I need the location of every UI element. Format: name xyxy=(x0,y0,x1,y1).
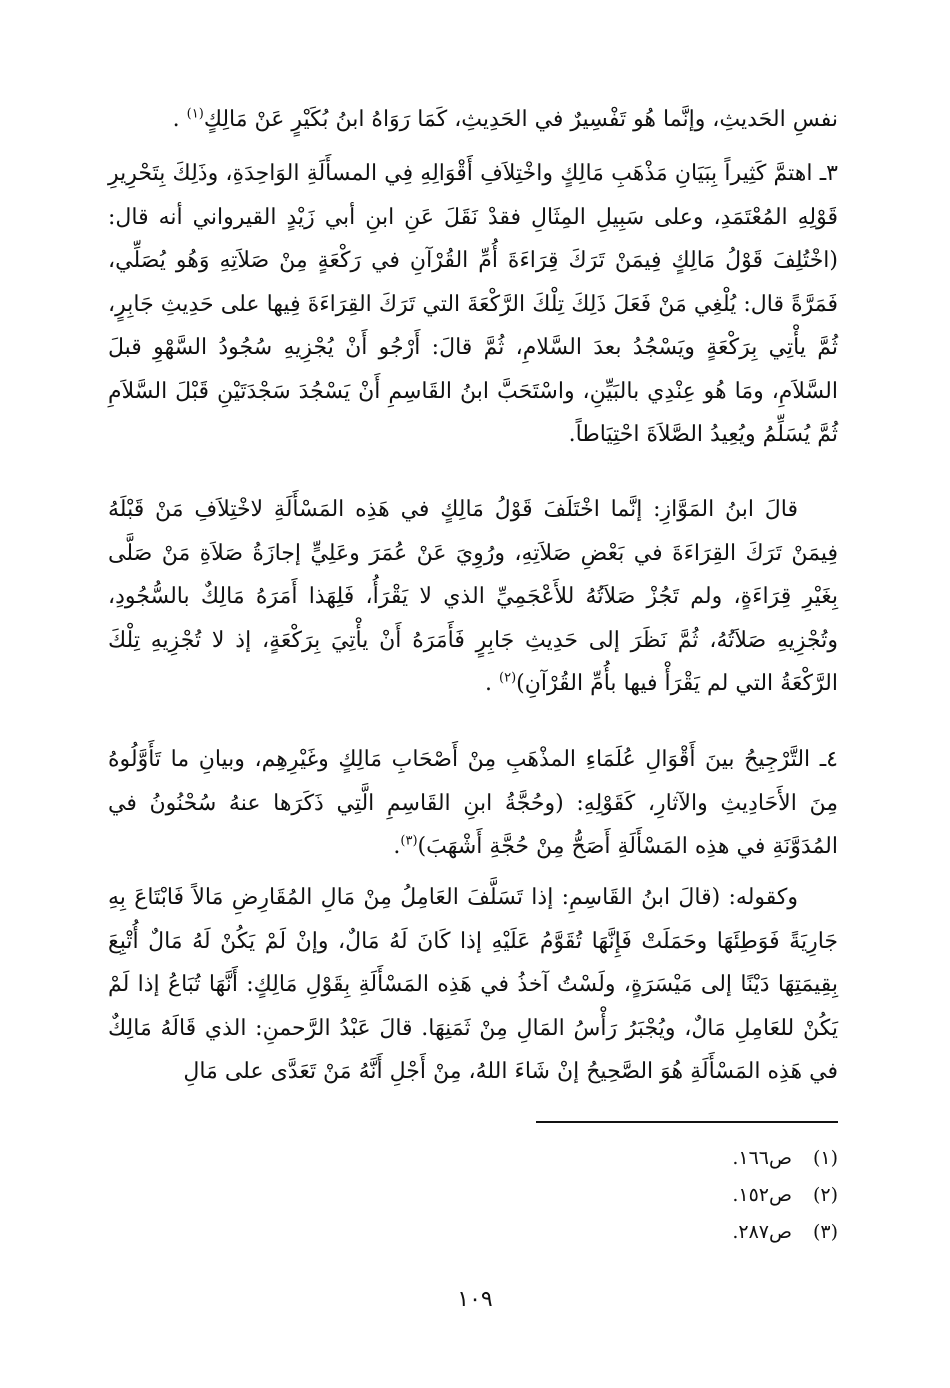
footnote-ref-2[interactable]: (٢) xyxy=(499,670,517,686)
footnote-item-3 xyxy=(438,1214,838,1251)
paragraph-3-tail: . xyxy=(485,671,500,696)
footnote-item-1 xyxy=(438,1140,838,1177)
paragraph-4 xyxy=(108,738,838,869)
paragraph-4-tail: . xyxy=(393,834,401,859)
paragraph-4-text: ٤ـ التَّرْجِيحُ بينَ أَقْوَالِ عُلَمَاءِ المذْهَبِ مِنْ أَصْحَابِ مَالِكٍ وغَيْرِهِم، وبيانِ ما تَأَوَّلُوهُ مِنَ الأَحَادِيثِ والآثارِ، كَقَوْلِهِ: (وحُجَّةُ ابنِ القَاسِمِ الَّتِي ذَكَرَها عنهُ سُحْنُونُ في المُدَوَّنَةِ في هذِه المَسْأَلَةِ أَصَحُّ مِنْ حُجَّةِ أَشْهَبَ) xyxy=(108,747,838,859)
footnote-number: (٣) xyxy=(812,1221,838,1243)
footnote-text: ص١٦٦. xyxy=(732,1147,792,1169)
paragraph-5 xyxy=(108,876,838,1094)
footnote-item-2 xyxy=(438,1177,838,1214)
paragraph-1 xyxy=(108,98,838,142)
footnotes-list xyxy=(438,1140,838,1251)
footnote-number: (١) xyxy=(812,1147,838,1169)
paragraph-1-tail: . xyxy=(172,107,187,132)
paragraph-1-text: نفسِ الحَديثِ، وإنَّما هُو تَفْسِيرٌ في الحَدِيثِ، كَمَا رَوَاهُ ابنُ بُكَيْرٍ عَنْ مَالِكٍ xyxy=(203,107,838,132)
footnote-ref-1[interactable]: (١) xyxy=(186,106,204,122)
footnote-divider xyxy=(536,1121,838,1123)
page-number: ١٠٩ xyxy=(457,1287,493,1312)
paragraph-5-text: وكقوله: (قالَ ابنُ القَاسِمِ: إذا تَسَلَّفَ العَامِلُ مِنْ مَالِ المُقَارِضِ مَالاً فَابْتَاعَ بِهِ جَارِيَةً فَوَطِئَهَا وحَمَلَتْ فَإِنَّهَا تُقَوَّمُ عَلَيْهِ إذا كَانَ لَهُ مَالٌ، وإنْ لَمْ يَكُنْ لَهُ مَالٌ أُتْبِعَ بِقِيمَتِهَا دَيْنًا إلى مَيْسَرَةٍ، ولَسْتُ آخذُ في هَذِه المَسْأَلَةِ بِقَوْلِ مَالِكٍ: أَنَّهَا تُبَاعُ إذا لَمْ يَكُنْ للعَامِلِ مَالٌ، ويُجْبَرُ رَأْسُ المَالِ مِنْ ثَمَنِهَا. قالَ عَبْدُ الرَّحمنِ: الذي قَالَهُ مَالِكٌ في هَذِه المَسْأَلَةِ هُوَ الصَّحِيحُ إنْ شَاءَ اللهُ، مِنْ أَجْلِ أَنَّهُ مَنْ تَعَدَّى على مَالِ xyxy=(108,885,838,1084)
paragraph-3-text: قالَ ابنُ المَوَّازِ: إنَّما اخْتَلَفَ قَوْلُ مَالِكٍ في هَذِه المَسْأَلَةِ لاخْتِلاَفِ مَنْ قَبْلَهُ فِيمَنْ تَرَكَ القِرَاءَةَ في بَعْضِ صَلاَتِهِ، ورُوِيَ عَنْ عُمَرَ وعَلِيٍّ إجازَةُ صَلاَةِ مَنْ صَلَّى بِغَيْرِ قِرَاءَةٍ، ولم تَجُزْ صَلاَتُهُ للأَعْجَمِيِّ الذي لا يَقْرَأُ، فَلِهَذا أَمَرَهُ مَالِكٌ بالسُّجُودِ، وتُجْزِيهِ صَلاَتُهُ، ثُمَّ نَظَرَ إلى حَدِيثِ جَابِرٍ فَأَمَرَهُ أَنْ يأْتِيَ بِرَكْعَةٍ، إذ لا تُجْزِيهِ تِلْكَ الرَّكْعَةُ التي لم يَقْرَأْ فيها بأُمِّ القُرْآنِ) xyxy=(108,497,838,696)
paragraph-2 xyxy=(108,152,838,457)
footnote-text: ص٢٨٧. xyxy=(732,1221,792,1243)
footnote-ref-3[interactable]: (٣) xyxy=(400,833,418,849)
footnote-number: (٢) xyxy=(812,1184,838,1206)
footnote-text: ص١٥٢. xyxy=(732,1184,792,1206)
paragraph-2-text: ٣ـ اهتمَّ كَثِيراً بِبَيَانِ مَذْهَبِ مَالِكٍ واخْتِلاَفِ أَقْوَالِهِ فِي المسأَلَةِ الوَاحِدَةِ، وذَلِكَ بِتَحْرِيرِ قَوْلِهِ المُعْتَمَدِ، وعلى سَبِيلِ المِثَالِ فقدْ نَقَلَ عَنِ ابنِ أبي زَيْدٍ القيرواني أنه قال: (اخْتُلِفَ قَوْلُ مَالِكٍ فِيمَنْ تَرَكَ قِرَاءَةَ أُمِّ القُرْآنِ في رَكْعَةٍ مِنْ صَلاَتِهِ وَهُو يُصَلِّي، فَمَرَّةً قال: يُلْغِي مَنْ فَعَلَ ذَلِكَ تِلْكَ الرَّكْعَةَ التي تَرَكَ القِرَاءَةَ فِيها على حَدِيثِ جَابِرٍ، ثُمَّ يأْتِي بِرَكْعَةٍ ويَسْجُدُ بعدَ السَّلامِ، ثُمَّ قالَ: أَرْجُو أَنْ يُجْزِيهِ سُجُودُ السَّهْوِ قبلَ السَّلاَمِ، ومَا هُو عِنْدِي بالبَيِّنِ، واسْتَحَبَّ ابنُ القَاسِمِ أَنْ يَسْجُدَ سَجْدَتَيْنِ قَبْلَ السَّلاَمِ ثُمَّ يُسَلِّمُ ويُعِيدُ الصَّلاَةَ احْتِيَاطاً. xyxy=(108,161,838,447)
paragraph-3 xyxy=(108,488,838,706)
